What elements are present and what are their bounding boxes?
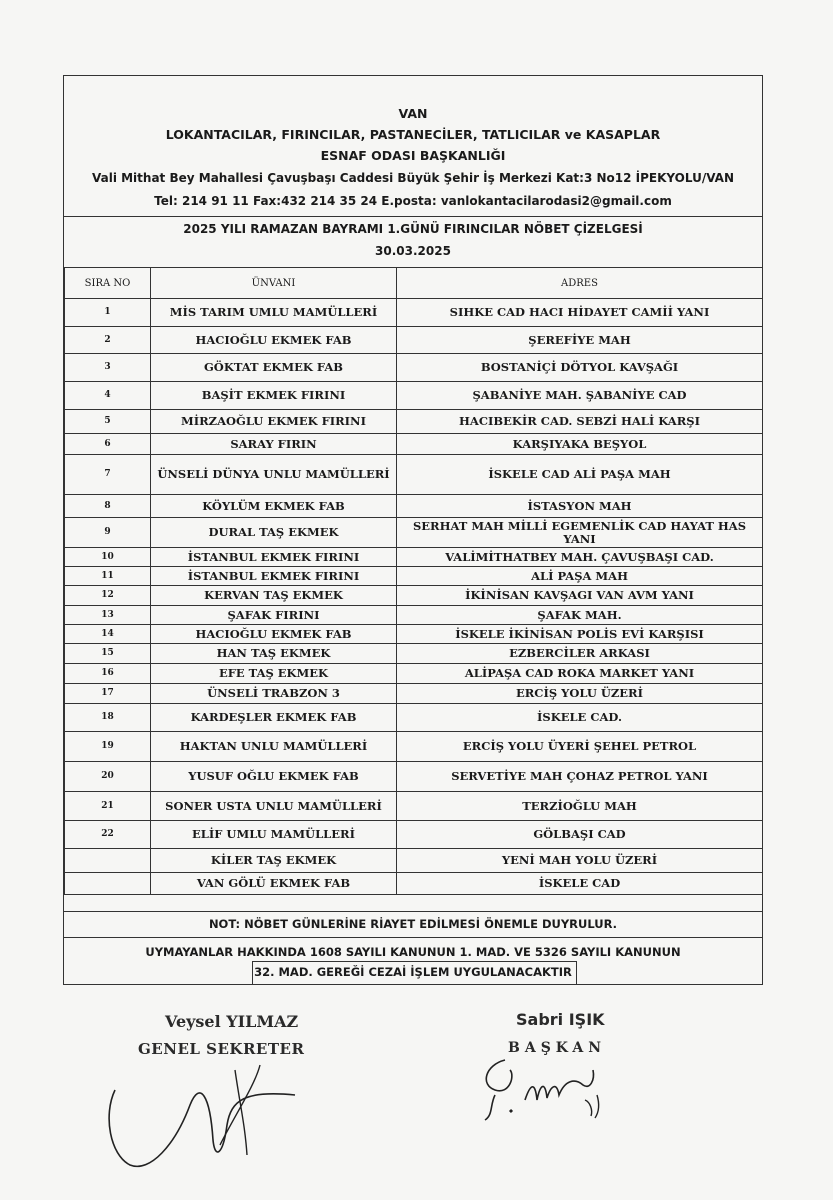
table-row [65,518,763,548]
row-number: 14 [65,625,151,644]
header-divider [64,216,762,217]
row-number: 20 [65,762,151,792]
bakery-name: ELİF UMLU MAMÜLLERİ [151,821,397,849]
table-row [65,625,763,644]
bakery-address: İSKELE İKİNİSAN POLİS EVİ KARŞISI [397,625,763,644]
row-number: 17 [65,684,151,704]
bakery-address: EZBERCİLER ARKASI [397,644,763,664]
bakery-name: ÜNSELİ TRABZON 3 [151,684,397,704]
bakery-name: HAN TAŞ EKMEK [151,644,397,664]
bakery-name: MİRZAOĞLU EKMEK FIRINI [151,410,397,434]
bakery-name: SONER USTA UNLU MAMÜLLERİ [151,792,397,821]
table-row [65,354,763,382]
secretary-signature [95,1045,335,1175]
bakery-name: HAKTAN UNLU MAMÜLLERİ [151,732,397,762]
bakery-address: KARŞIYAKA BEŞYOL [397,434,763,455]
bakery-name: İSTANBUL EKMEK FIRINI [151,567,397,586]
row-number: 2 [65,327,151,354]
table-row [65,664,763,684]
bakery-name: HACIOĞLU EKMEK FAB [151,625,397,644]
table-row [65,792,763,821]
row-number: 13 [65,606,151,625]
row-number: 18 [65,704,151,732]
penalty-warning-line1: UYMAYANLAR HAKKINDA 1608 SAYILI KANUNUN 1. MAD. VE 5326 SAYILI KANUNUN [145,945,681,959]
row-number: 22 [65,821,151,849]
table-row [65,548,763,567]
table-row [65,873,763,895]
bakery-address: GÖLBAŞI CAD [397,821,763,849]
bakery-duty-table [64,267,763,895]
row-number: 8 [65,495,151,518]
row-number: 11 [65,567,151,586]
table-row [65,327,763,354]
bakery-address: TERZİOĞLU MAH [397,792,763,821]
table-row [65,762,763,792]
roster-date: 30.03.2025 [375,244,451,258]
row-number: 19 [65,732,151,762]
table-row [65,586,763,606]
row-number: 21 [65,792,151,821]
row-number: 4 [65,382,151,410]
column-header-name: ÜNVANI [151,268,397,299]
chamber-address: Vali Mithat Bey Mahallesi Çavuşbaşı Caddesi Büyük Şehir İş Merkezi Kat:3 No12 İPEKYOLU/VAN [91,171,735,185]
row-number: 5 [65,410,151,434]
bakery-name: MİS TARIM UMLU MAMÜLLERİ [151,299,397,327]
bakery-name: KÖYLÜM EKMEK FAB [151,495,397,518]
city-heading: VAN [398,106,428,121]
column-header-address: ADRES [397,268,763,299]
roster-frame [63,75,763,985]
bakery-address: SERVETİYE MAH ÇOHAZ PETROL YANI [397,762,763,792]
row-number: 15 [65,644,151,664]
chamber-contact: Tel: 214 91 11 Fax:432 214 35 24 E.posta: vanlokantacilarodasi2@gmail.com [154,194,672,208]
row-number: 10 [65,548,151,567]
president-signature [465,1040,635,1130]
note-divider-bottom [64,937,762,938]
row-number: 9 [65,518,151,548]
bakery-name: KARDEŞLER EKMEK FAB [151,704,397,732]
table-row [65,849,763,873]
bakery-name: ŞAFAK FIRINI [151,606,397,625]
bakery-address: ŞEREFİYE MAH [397,327,763,354]
bakery-name: BAŞİT EKMEK FIRINI [151,382,397,410]
bakery-address: ALİ PAŞA MAH [397,567,763,586]
bakery-name: DURAL TAŞ EKMEK [151,518,397,548]
table-row [65,410,763,434]
bakery-name: İSTANBUL EKMEK FIRINI [151,548,397,567]
bakery-address: BOSTANİÇİ DÖTYOL KAVŞAĞI [397,354,763,382]
table-row [65,732,763,762]
bakery-name: SARAY FIRIN [151,434,397,455]
bakery-address: VALİMİTHATBEY MAH. ÇAVUŞBAŞI CAD. [397,548,763,567]
bakery-address: SERHAT MAH MİLLİ EGEMENLİK CAD HAYAT HAS YANI [397,518,763,548]
bakery-address: SIHKE CAD HACI HİDAYET CAMİİ YANI [397,299,763,327]
table-header-row [65,268,763,299]
table-row [65,434,763,455]
row-number: 6 [65,434,151,455]
warning-box [252,961,577,984]
secretary-name: Veysel YILMAZ [165,1012,299,1031]
bakery-address: İSTASYON MAH [397,495,763,518]
row-number: 1 [65,299,151,327]
secretary-title: GENEL SEKRETER [138,1040,305,1058]
bakery-name: ÜNSELİ DÜNYA UNLU MAMÜLLERİ [151,455,397,495]
row-number: 7 [65,455,151,495]
bakery-address: İKİNİSAN KAVŞAGI VAN AVM YANI [397,586,763,606]
row-number: 3 [65,354,151,382]
president-title: BAŞKAN [508,1040,607,1056]
bakery-name: YUSUF OĞLU EKMEK FAB [151,762,397,792]
bakery-address: ERCİŞ YOLU ÜZERİ [397,684,763,704]
bakery-address: ŞAFAK MAH. [397,606,763,625]
bakery-name: HACIOĞLU EKMEK FAB [151,327,397,354]
table-row [65,704,763,732]
note-divider-top [64,911,762,912]
table-row [65,455,763,495]
table-row [65,821,763,849]
roster-title: 2025 YILI RAMAZAN BAYRAMI 1.GÜNÜ FIRINCILAR NÖBET ÇİZELGESİ [183,222,643,236]
bakery-address: HACIBEKİR CAD. SEBZİ HALİ KARŞI [397,410,763,434]
bakery-address: ŞABANİYE MAH. ŞABANİYE CAD [397,382,763,410]
bakery-name: EFE TAŞ EKMEK [151,664,397,684]
table-row [65,606,763,625]
bakery-name: KİLER TAŞ EKMEK [151,849,397,873]
row-number: 16 [65,664,151,684]
table-row [65,495,763,518]
row-number [65,849,151,873]
row-number [65,873,151,895]
bakery-name: GÖKTAT EKMEK FAB [151,354,397,382]
bakery-address: YENİ MAH YOLU ÜZERİ [397,849,763,873]
president-name: Sabri IŞIK [516,1010,605,1029]
bakery-name: VAN GÖLÜ EKMEK FAB [151,873,397,895]
bakery-address: İSKELE CAD. [397,704,763,732]
bakery-address: ERCİŞ YOLU ÜYERİ ŞEHEL PETROL [397,732,763,762]
table-row [65,684,763,704]
column-header-no: SIRA NO [65,268,151,299]
table-row [65,382,763,410]
duty-note: NOT: NÖBET GÜNLERİNE RİAYET EDİLMESİ ÖNEMLE DUYRULUR. [208,917,618,931]
bakery-name: KERVAN TAŞ EKMEK [151,586,397,606]
chamber-name-line2: ESNAF ODASI BAŞKANLIĞI [320,148,506,163]
table-body [65,299,763,895]
table-row [65,299,763,327]
row-number: 12 [65,586,151,606]
table-row [65,644,763,664]
table-row [65,567,763,586]
penalty-warning-line2: 32. MAD. GEREĞİ CEZAİ İŞLEM UYGULANACAKTIR [254,965,572,979]
bakery-address: İSKELE CAD ALİ PAŞA MAH [397,455,763,495]
chamber-name-line1: LOKANTACILAR, FIRINCILAR, PASTANECİLER, TATLICILAR ve KASAPLAR [165,127,661,142]
bakery-address: İSKELE CAD [397,873,763,895]
bakery-address: ALİPAŞA CAD ROKA MARKET YANI [397,664,763,684]
